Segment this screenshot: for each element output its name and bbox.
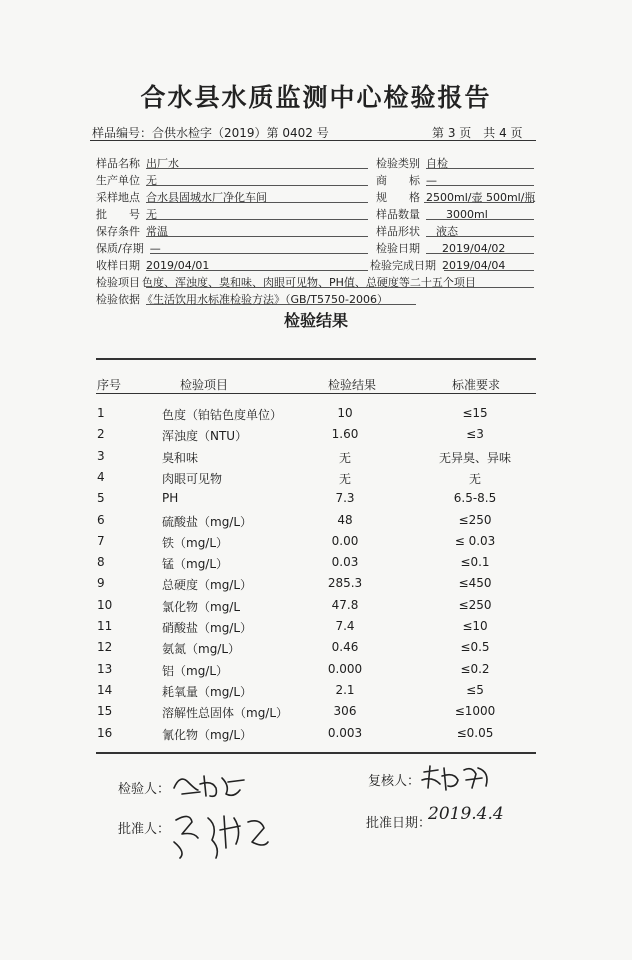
reviewer-label: 复核人： — [368, 774, 421, 789]
row-number: 9 — [97, 576, 105, 591]
underline — [426, 236, 534, 237]
page-info: 第 3 页 共 4 页 — [432, 126, 523, 140]
row-result: 0.000 — [327, 661, 363, 676]
row-result: 7.4 — [335, 619, 355, 633]
row-item: 臭和味 — [162, 450, 199, 465]
inspector-signature — [170, 768, 250, 804]
field-inspection-type: 检验类别 自检 — [376, 157, 448, 170]
table-row — [0, 491, 632, 511]
row-standard: ≤1000 — [454, 704, 496, 719]
row-standard: ≤250 — [458, 512, 492, 527]
row-item: 氨氮（mg/L） — [162, 642, 241, 657]
row-standard: ≤0.1 — [460, 555, 490, 570]
row-result: 47.8 — [331, 597, 359, 612]
underline — [146, 287, 534, 288]
row-number: 10 — [97, 597, 113, 612]
row-result: 0.00 — [331, 533, 359, 548]
row-number: 5 — [97, 491, 105, 506]
row-item: 总硬度（mg/L） — [162, 578, 253, 593]
row-number: 6 — [97, 512, 105, 527]
underline — [146, 270, 368, 271]
underline — [426, 185, 534, 186]
row-number: 12 — [97, 640, 113, 655]
field-storage: 保存条件 常温 — [96, 225, 168, 238]
row-standard: ≤3 — [466, 427, 484, 442]
field-inspection-date: 检验日期 2019/04/02 — [376, 242, 506, 255]
field-sample-form: 样品形状 液态 — [376, 225, 458, 238]
row-number: 15 — [97, 704, 113, 719]
row-standard: 无 — [468, 471, 481, 486]
field-producer: 生产单位 无 — [96, 174, 157, 187]
report-title: 合水县水质监测中心检验报告 — [140, 83, 492, 112]
row-number: 14 — [97, 682, 113, 697]
field-receive-date: 收样日期 2019/04/01 — [96, 259, 210, 272]
table-bottom-rule — [96, 752, 536, 754]
underline — [146, 185, 368, 186]
row-number: 11 — [97, 619, 113, 633]
row-result: 2.1 — [335, 682, 355, 697]
table-row — [0, 513, 632, 533]
header-result: 检验结果 — [328, 378, 377, 392]
table-row — [0, 619, 632, 639]
sample-number: 样品编号：合供水检字（2019）第 0402 号 — [92, 126, 329, 140]
row-standard: ≤ 0.03 — [454, 533, 496, 548]
row-standard: ≤10 — [462, 619, 488, 633]
header-standard: 标准要求 — [452, 378, 501, 392]
row-number: 16 — [97, 725, 113, 740]
row-result: 7.3 — [335, 491, 355, 506]
row-standard: ≤5 — [466, 682, 484, 697]
row-standard: ≤0.2 — [460, 661, 490, 676]
underline — [426, 253, 534, 254]
approval-date-label: 批准日期： — [366, 816, 432, 831]
row-item: 硫酸盐（mg/L） — [162, 514, 253, 529]
approval-date: 2019.4.4 — [428, 804, 504, 824]
row-standard: ≤15 — [462, 406, 488, 420]
underline — [146, 219, 368, 220]
underline — [150, 253, 368, 254]
field-sample-name: 样品名称 出厂水 — [96, 157, 179, 170]
row-item: 色度（铂钴色度单位） — [162, 408, 283, 422]
header-no: 序号 — [97, 378, 122, 392]
row-item: 氯化物（mg/L — [162, 599, 241, 614]
field-completion-date: 检验完成日期 2019/04/04 — [370, 259, 506, 272]
table-row — [0, 598, 632, 618]
row-number: 1 — [97, 406, 105, 420]
row-item: 铝（mg/L） — [162, 663, 229, 678]
row-standard: ≤0.05 — [456, 725, 494, 740]
row-item: 浑浊度（NTU） — [162, 429, 248, 444]
row-standard: ≤450 — [458, 576, 492, 591]
field-specification: 规 格 2500ml/壶 500ml/瓶 — [376, 191, 536, 204]
table-row — [0, 427, 632, 447]
underline — [146, 236, 368, 237]
header-rule — [90, 140, 536, 141]
row-number: 13 — [97, 661, 113, 676]
row-number: 2 — [97, 427, 105, 442]
field-shelf-life: 保质/存期 — — [96, 242, 161, 255]
table-row — [0, 640, 632, 660]
row-standard: 6.5-8.5 — [453, 491, 497, 506]
field-trademark: 商 标 — — [376, 174, 437, 187]
underline — [426, 219, 534, 220]
inspector-label: 检验人： — [118, 782, 171, 797]
row-result: 285.3 — [327, 576, 363, 591]
row-result: 1.60 — [331, 427, 359, 442]
header-item: 检验项目 — [180, 378, 229, 392]
row-item: 溶解性总固体（mg/L） — [162, 706, 289, 721]
field-sampling-site: 采样地点 合水县固城水厂净化车间 — [96, 191, 267, 204]
table-row — [0, 406, 632, 426]
row-item: 锰（mg/L） — [162, 557, 229, 572]
row-number: 8 — [97, 555, 105, 570]
table-row — [0, 470, 632, 490]
table-row — [0, 726, 632, 746]
field-test-items: 检验项目 色度、浑浊度、臭和味、肉眼可见物、PH值、总硬度等二十五个项目 — [96, 276, 476, 289]
row-result: 48 — [337, 512, 353, 527]
row-result: 0.03 — [331, 555, 359, 570]
approver-signature — [168, 808, 272, 862]
underline — [444, 270, 534, 271]
field-batch-no: 批 号 无 — [96, 208, 157, 221]
field-sample-quantity: 样品数量 3000ml — [376, 208, 488, 221]
underline — [424, 202, 534, 203]
results-title: 检验结果 — [283, 311, 348, 330]
row-item: 氰化物（mg/L） — [162, 727, 253, 742]
row-number: 4 — [97, 469, 105, 484]
reviewer-signature — [420, 762, 500, 794]
row-standard: 无异臭、异味 — [438, 450, 511, 465]
table-row — [0, 662, 632, 682]
table-row — [0, 449, 632, 469]
header-rule-bottom — [96, 393, 536, 394]
row-item: 肉眼可见物 — [162, 471, 223, 486]
table-top-rule — [96, 358, 536, 360]
underline — [146, 304, 416, 305]
row-standard: ≤250 — [458, 597, 492, 612]
field-test-basis: 检验依据 《生活饮用水标准检验方法》（GB/T5750-2006） — [96, 293, 388, 306]
row-result: 0.46 — [331, 640, 359, 655]
table-row — [0, 683, 632, 703]
row-number: 3 — [97, 448, 105, 463]
row-result: 无 — [338, 450, 351, 465]
table-row — [0, 555, 632, 575]
table-row — [0, 576, 632, 596]
underline — [146, 168, 368, 169]
row-result: 10 — [337, 406, 353, 420]
table-row — [0, 704, 632, 724]
row-item: 铁（mg/L） — [162, 535, 229, 550]
row-result: 0.003 — [327, 725, 363, 740]
underline — [426, 168, 534, 169]
underline — [146, 202, 368, 203]
row-item: 硝酸盐（mg/L） — [162, 621, 253, 635]
row-result: 306 — [333, 704, 357, 719]
row-item: PH — [162, 491, 179, 506]
row-number: 7 — [97, 533, 105, 548]
row-standard: ≤0.5 — [460, 640, 490, 655]
table-row — [0, 534, 632, 554]
row-item: 耗氧量（mg/L） — [162, 684, 253, 699]
row-result: 无 — [338, 471, 351, 486]
approver-label: 批准人： — [118, 822, 171, 837]
